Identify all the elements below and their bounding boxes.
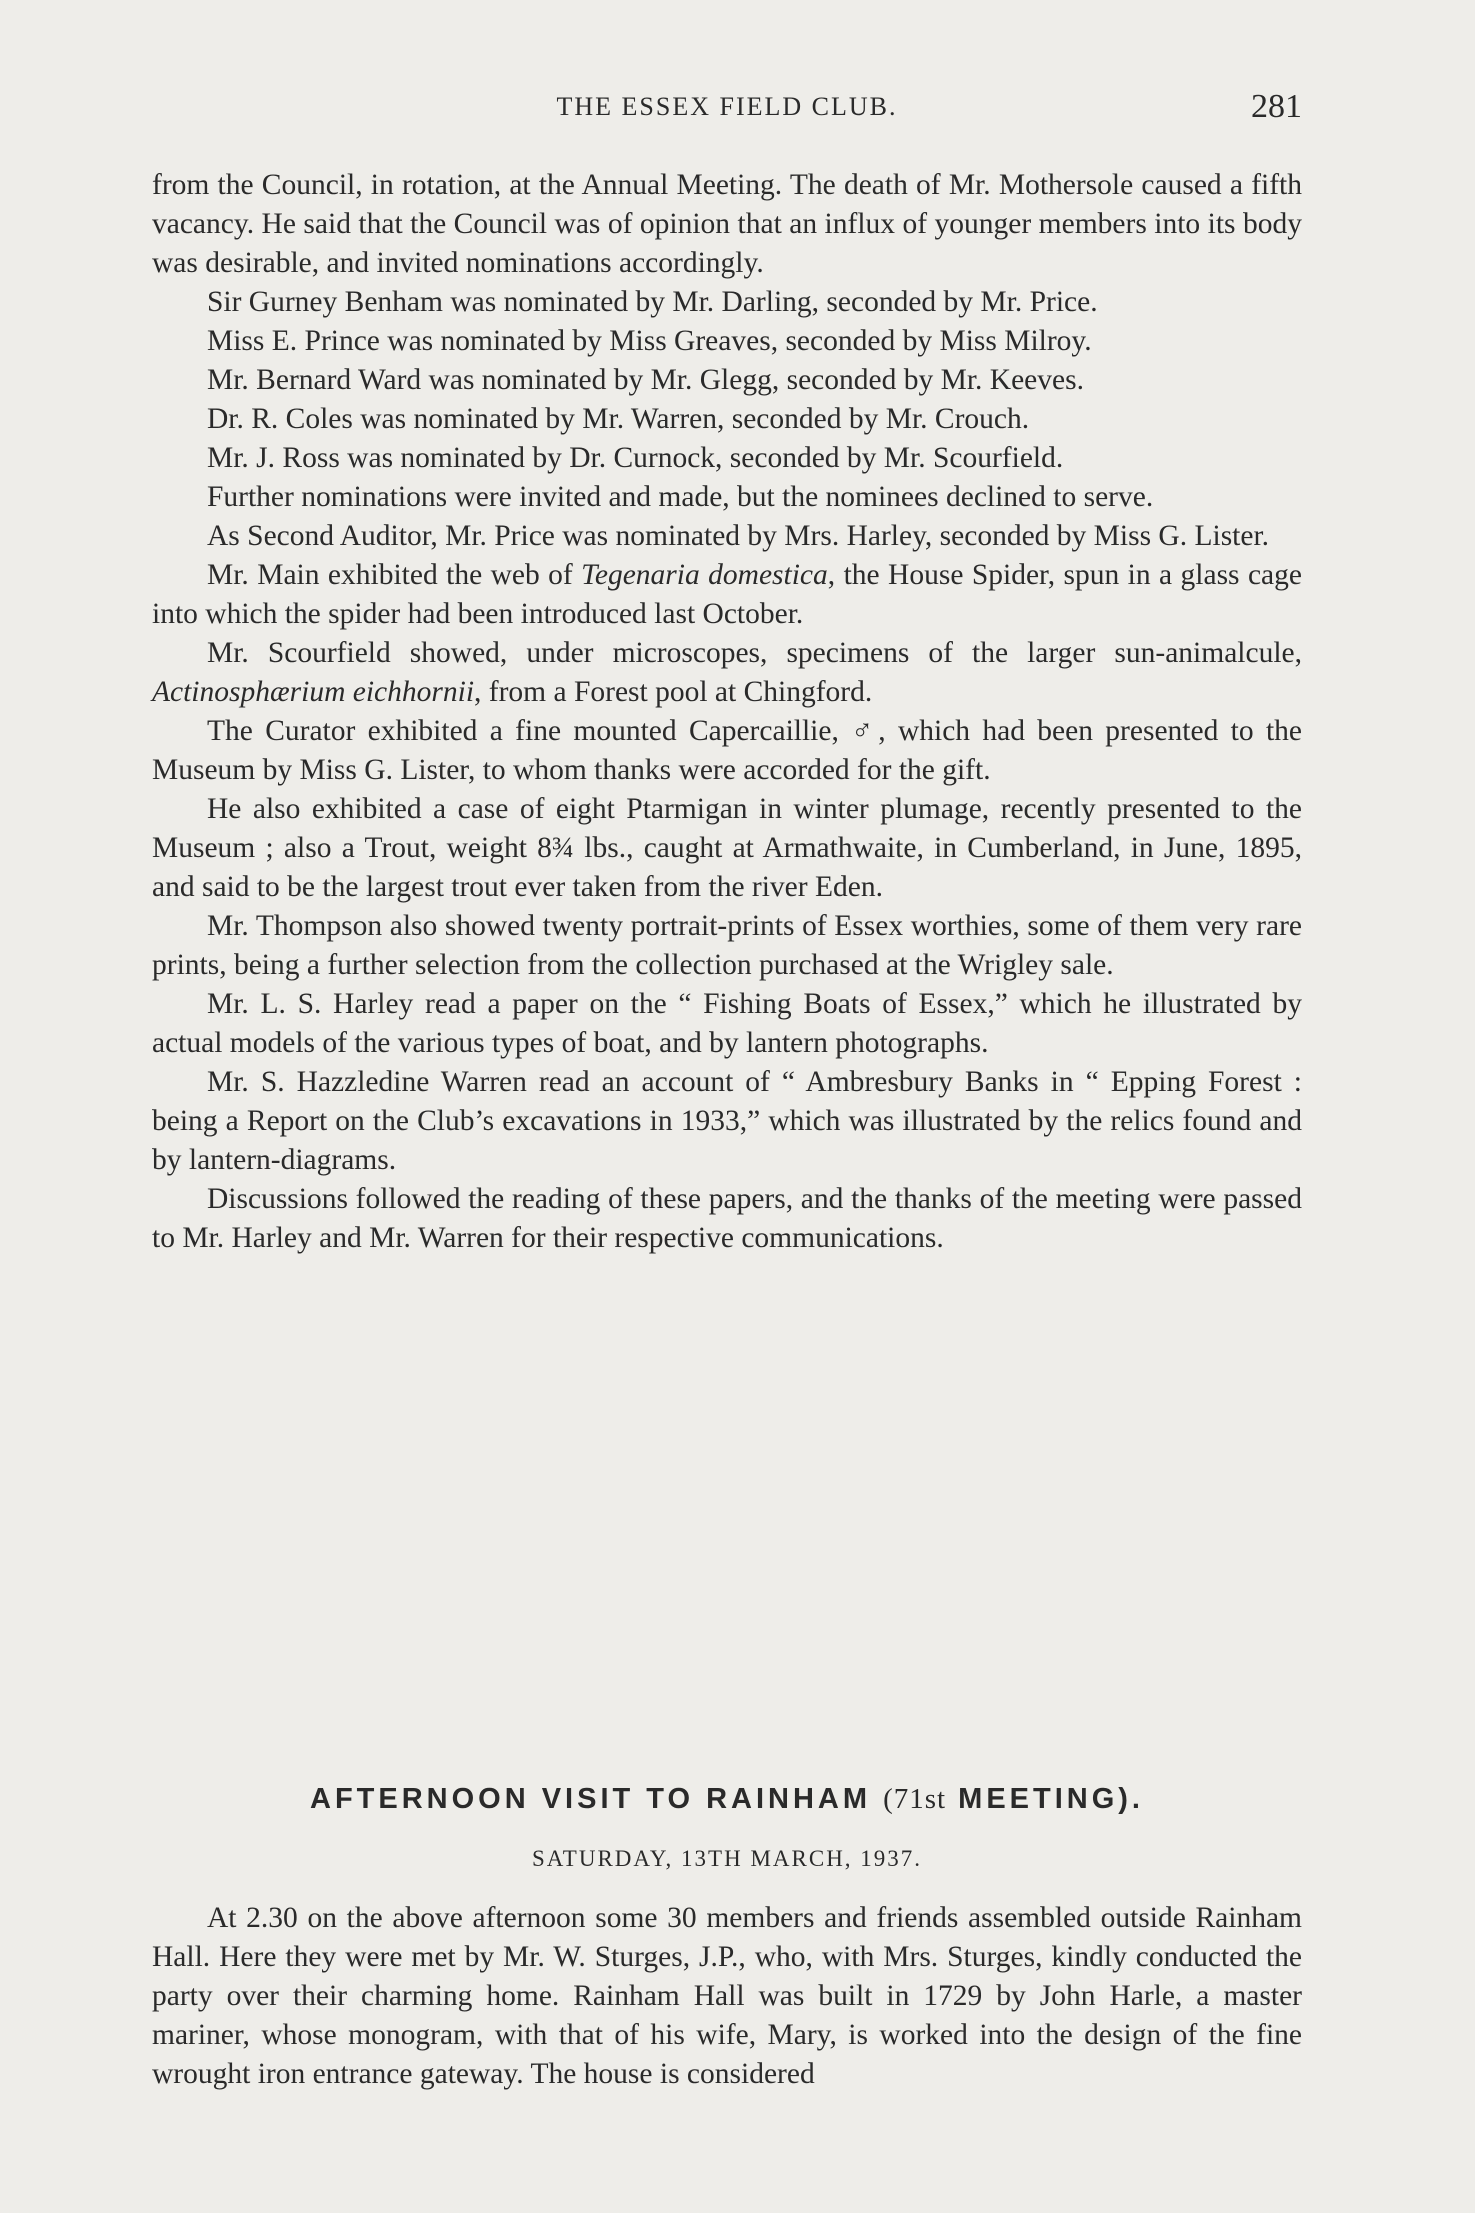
page-header: [152, 88, 1302, 132]
body-paragraph: [152, 400, 1302, 439]
body-paragraph: [152, 517, 1302, 556]
paragraph-text: Mr. L. S. Harley read a paper on the “ Fishing Boats of Essex,” which he illustrated by actual models of the various types of boat, and by lantern photographs.: [152, 988, 1302, 1059]
section-heading-meeting: MEETING).: [958, 1783, 1144, 1815]
paragraph-text: Mr. Thompson also showed twenty portrait-prints of Essex worthies, some of them very rare prints, being a further selection from the collection purchased at the Wrigley sale.: [152, 910, 1302, 981]
paragraph-text: Dr. R. Coles was nominated by Mr. Warren, seconded by Mr. Crouch.: [207, 403, 1030, 435]
body-paragraph: [152, 361, 1302, 400]
body-paragraph: [152, 712, 1302, 790]
section-heading-main: AFTERNOON VISIT TO RAINHAM: [310, 1783, 872, 1815]
section-heading: [152, 1783, 1302, 1816]
body-paragraph: [152, 283, 1302, 322]
paragraph-text: He also exhibited a case of eight Ptarmigan in winter plumage, recently presented to the Museum ; also a Trout, weight 8¾ lbs., caught at Armathwaite, in Cumberland, in June, 1895, and said to be the largest trout ever taken from the river Eden.: [152, 793, 1302, 903]
body-paragraph: [152, 1180, 1302, 1258]
section-heading-meeting-number: (71st: [883, 1783, 947, 1815]
page-number: 281: [1251, 88, 1302, 125]
paragraph-text: Mr. Bernard Ward was nominated by Mr. Glegg, seconded by Mr. Keeves.: [207, 364, 1084, 396]
paragraph-text: Mr. S. Hazzledine Warren read an account of “ Ambresbury Banks in “ Epping Forest : being a Report on the Club’s excavations in 1933,” which was illustrated by the relics found and by lantern-diagrams.: [152, 1066, 1302, 1176]
section-paragraph: At 2.30 on the above afternoon some 30 members and friends assembled outside Rainham Hall. Here they were met by Mr. W. Sturges, J.P., who, with Mrs. Sturges, kindly conducted the party over their charming home. Rainham Hall was built in 1729 by John Harle, a master mariner, whose monogram, with that of his wife, Mary, is worked into the design of the fine wrought iron entrance gateway. The house is considered: [152, 1902, 1302, 2090]
running-title: THE ESSEX FIELD CLUB.: [556, 92, 898, 121]
paragraph-text: The Curator exhibited a fine mounted Capercaillie, ♂, which had been presented to the Museum by Miss G. Lister, to whom thanks were accorded for the gift.: [152, 715, 1302, 786]
paragraph-text: Mr. Scourfield showed, under microscopes, specimens of the larger sun-animalcule,: [207, 637, 1302, 669]
paragraph-text: Miss E. Prince was nominated by Miss Greaves, seconded by Miss Milroy.: [207, 325, 1092, 357]
paragraph-text: , from a Forest pool at Chingford.: [474, 676, 873, 708]
body-paragraph: [152, 634, 1302, 712]
paragraph-text: Further nominations were invited and made, but the nominees declined to serve.: [207, 481, 1154, 513]
paragraph-text: As Second Auditor, Mr. Price was nominated by Mrs. Harley, seconded by Miss G. Lister.: [207, 520, 1270, 552]
body-paragraph: [152, 166, 1302, 283]
body-paragraph: [152, 478, 1302, 517]
section-date: SATURDAY, 13TH MARCH, 1937.: [531, 1846, 923, 1871]
body-paragraph: [152, 556, 1302, 634]
body-paragraph: [152, 322, 1302, 361]
body-paragraph: [152, 439, 1302, 478]
paragraph-text: Mr. J. Ross was nominated by Dr. Curnock, seconded by Mr. Scourfield.: [207, 442, 1064, 474]
italic-species-name: Tegenaria domestica: [581, 559, 828, 591]
body-paragraph: [152, 1063, 1302, 1180]
body-paragraph: [152, 907, 1302, 985]
paragraph-text: from the Council, in rotation, at the Annual Meeting. The death of Mr. Mothersole caused a fifth vacancy. He said that the Council was of opinion that an influx of younger members into its body was desirable, and invited nominations accordingly.: [152, 169, 1302, 279]
body-paragraph: [152, 985, 1302, 1063]
paragraph-text: Discussions followed the reading of these papers, and the thanks of the meeting were passed to Mr. Harley and Mr. Warren for their respective communications.: [152, 1183, 1302, 1254]
paragraph-text: Sir Gurney Benham was nominated by Mr. Darling, seconded by Mr. Price.: [207, 286, 1098, 318]
paragraph-text: , the House Spider, spun in a glass cage into which the spider had been introduced last October.: [152, 559, 1302, 630]
section-body: [152, 1899, 1302, 2094]
paragraph-text: Mr. Main exhibited the web of: [207, 559, 582, 591]
italic-species-name: Actinosphærium eichhornii: [152, 676, 475, 708]
body-text: [152, 166, 1302, 1258]
body-paragraph: [152, 790, 1302, 907]
